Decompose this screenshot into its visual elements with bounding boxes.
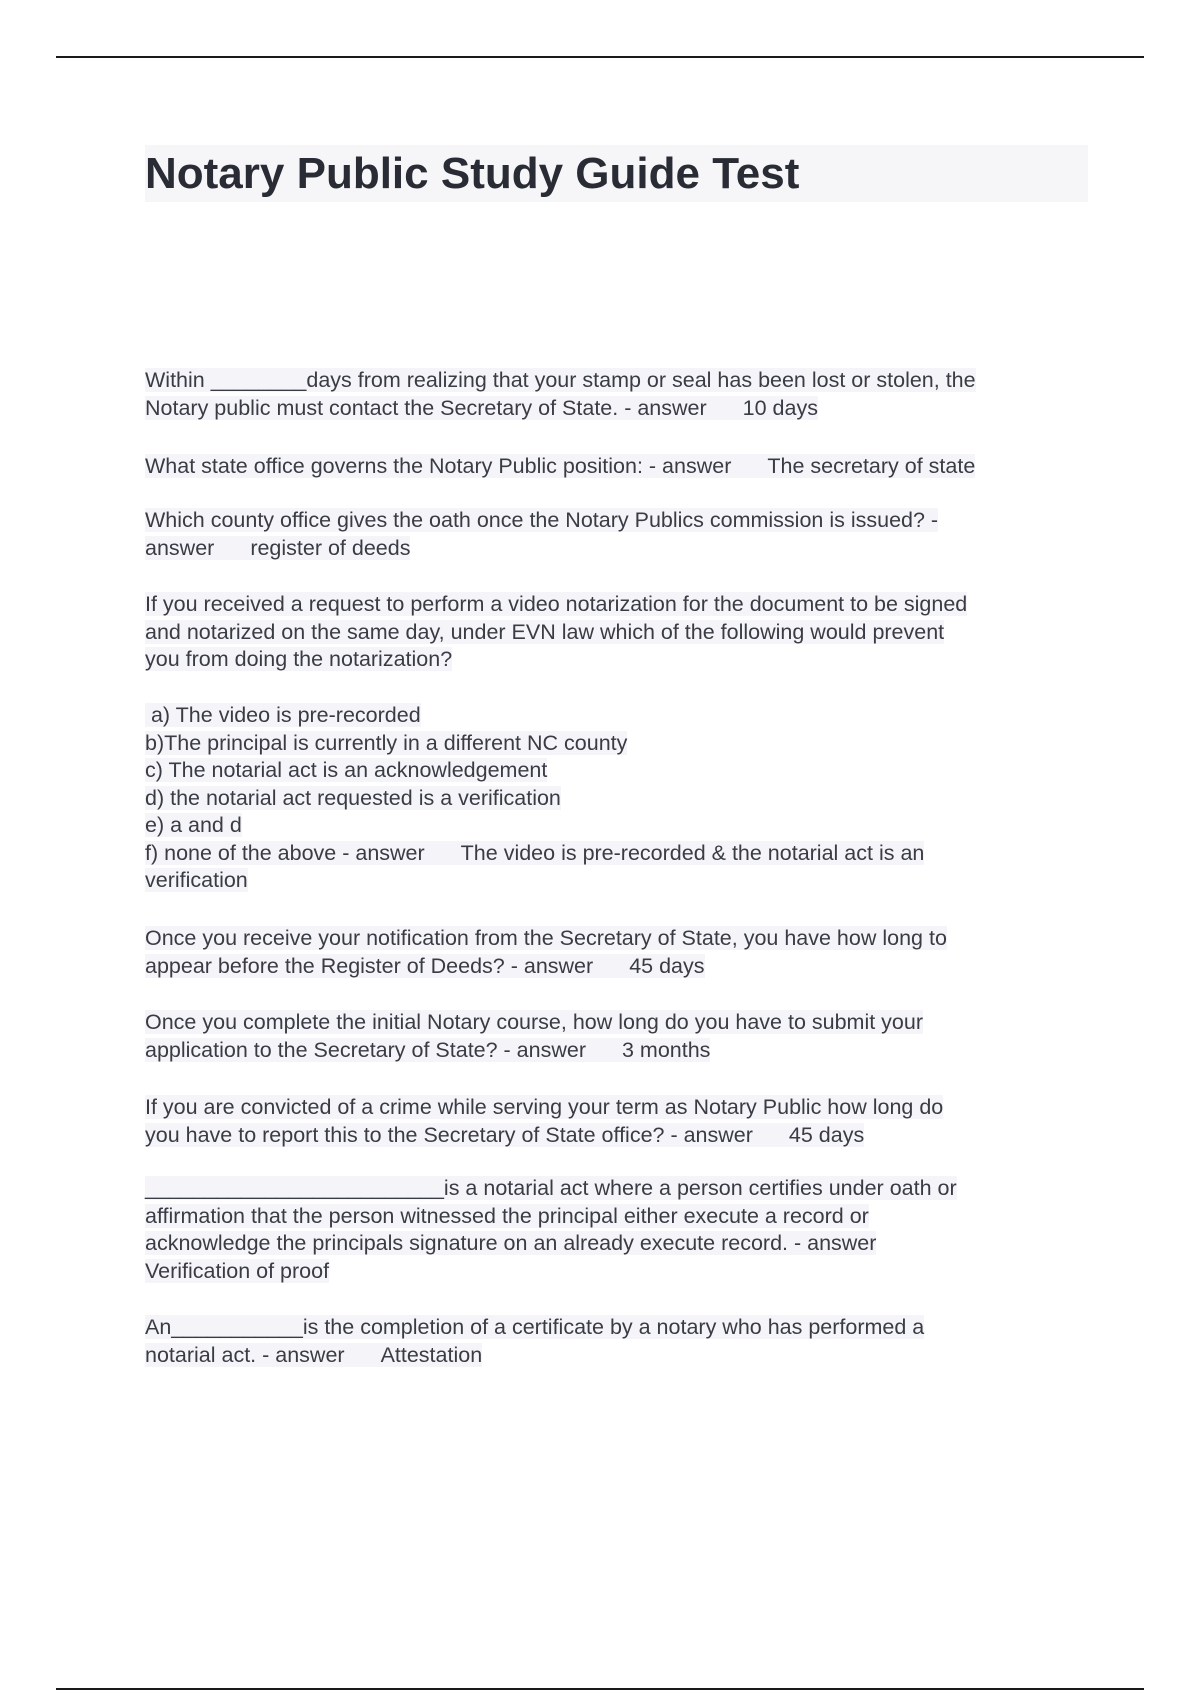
question-text: Within ________days from realizing that your stamp or seal has been lost or stolen, the xyxy=(145,368,976,392)
option-a: a) The video is pre-recorded xyxy=(145,703,421,727)
option-b: b)The principal is currently in a different NC county xyxy=(145,730,628,755)
question-text: you from doing the notarization? xyxy=(145,647,453,671)
top-rule xyxy=(56,56,1144,58)
question-text: Once you receive your notification from the Secretary of State, you have how long to xyxy=(145,926,947,950)
question-text: An___________is the completion of a certificate by a notary who has performed a xyxy=(145,1315,925,1339)
answer-text: The video is pre-recorded & the notarial act is an xyxy=(460,840,925,865)
option-d: d) the notarial act requested is a verification xyxy=(145,785,561,810)
bottom-rule xyxy=(56,1688,1144,1690)
question-text: Which county office gives the oath once the Notary Publics commission is issued? - xyxy=(145,508,939,532)
question-4 xyxy=(145,591,967,674)
answer-text: Attestation xyxy=(380,1342,483,1367)
answer-text: The secretary of state xyxy=(767,454,976,478)
question-text: Once you complete the initial Notary course, how long do you have to submit your xyxy=(145,1010,923,1034)
question-text: you have to report this to the Secretary of State office? - answer xyxy=(145,1122,753,1147)
question-2 xyxy=(145,453,975,481)
question-9 xyxy=(145,1314,924,1369)
answer-text: 45 days xyxy=(629,953,705,978)
question-7 xyxy=(145,1094,943,1149)
question-8 xyxy=(145,1175,957,1285)
question-text: application to the Secretary of State? - answer xyxy=(145,1037,586,1062)
question-text: If you received a request to perform a video notarization for the document to be signed xyxy=(145,592,968,616)
answer-text: register of deeds xyxy=(250,535,411,560)
answer-text: Verification of proof xyxy=(145,1258,330,1283)
answer-text: 3 months xyxy=(622,1037,711,1062)
question-text: answer xyxy=(145,535,215,560)
question-text: If you are convicted of a crime while serving your term as Notary Public how long do xyxy=(145,1095,944,1119)
question-6 xyxy=(145,1009,923,1064)
option-f: f) none of the above - answer xyxy=(145,840,425,865)
answer-text: 10 days xyxy=(742,395,818,420)
answer-text-cont: verification xyxy=(145,868,248,892)
question-text: affirmation that the person witnessed the principal either execute a record or xyxy=(145,1203,869,1228)
question-text: What state office governs the Notary Public position: - answer xyxy=(145,454,732,478)
question-text: _________________________is a notarial act where a person certifies under oath or xyxy=(145,1176,957,1200)
question-text: notarial act. - answer xyxy=(145,1342,345,1367)
question-1 xyxy=(145,367,976,422)
option-e: e) a and d xyxy=(145,813,242,837)
question-text: Notary public must contact the Secretary of State. - answer xyxy=(145,395,707,420)
question-text: acknowledge the principals signature on an already execute record. - answer xyxy=(145,1231,877,1255)
option-c: c) The notarial act is an acknowledgement xyxy=(145,758,548,782)
question-text: and notarized on the same day, under EVN law which of the following would prevent xyxy=(145,619,945,644)
question-5 xyxy=(145,925,947,980)
answer-options xyxy=(145,702,924,895)
question-3 xyxy=(145,507,938,562)
question-text: appear before the Register of Deeds? - answer xyxy=(145,953,594,978)
answer-text: 45 days xyxy=(788,1122,865,1147)
document-title: Notary Public Study Guide Test xyxy=(145,145,1088,202)
